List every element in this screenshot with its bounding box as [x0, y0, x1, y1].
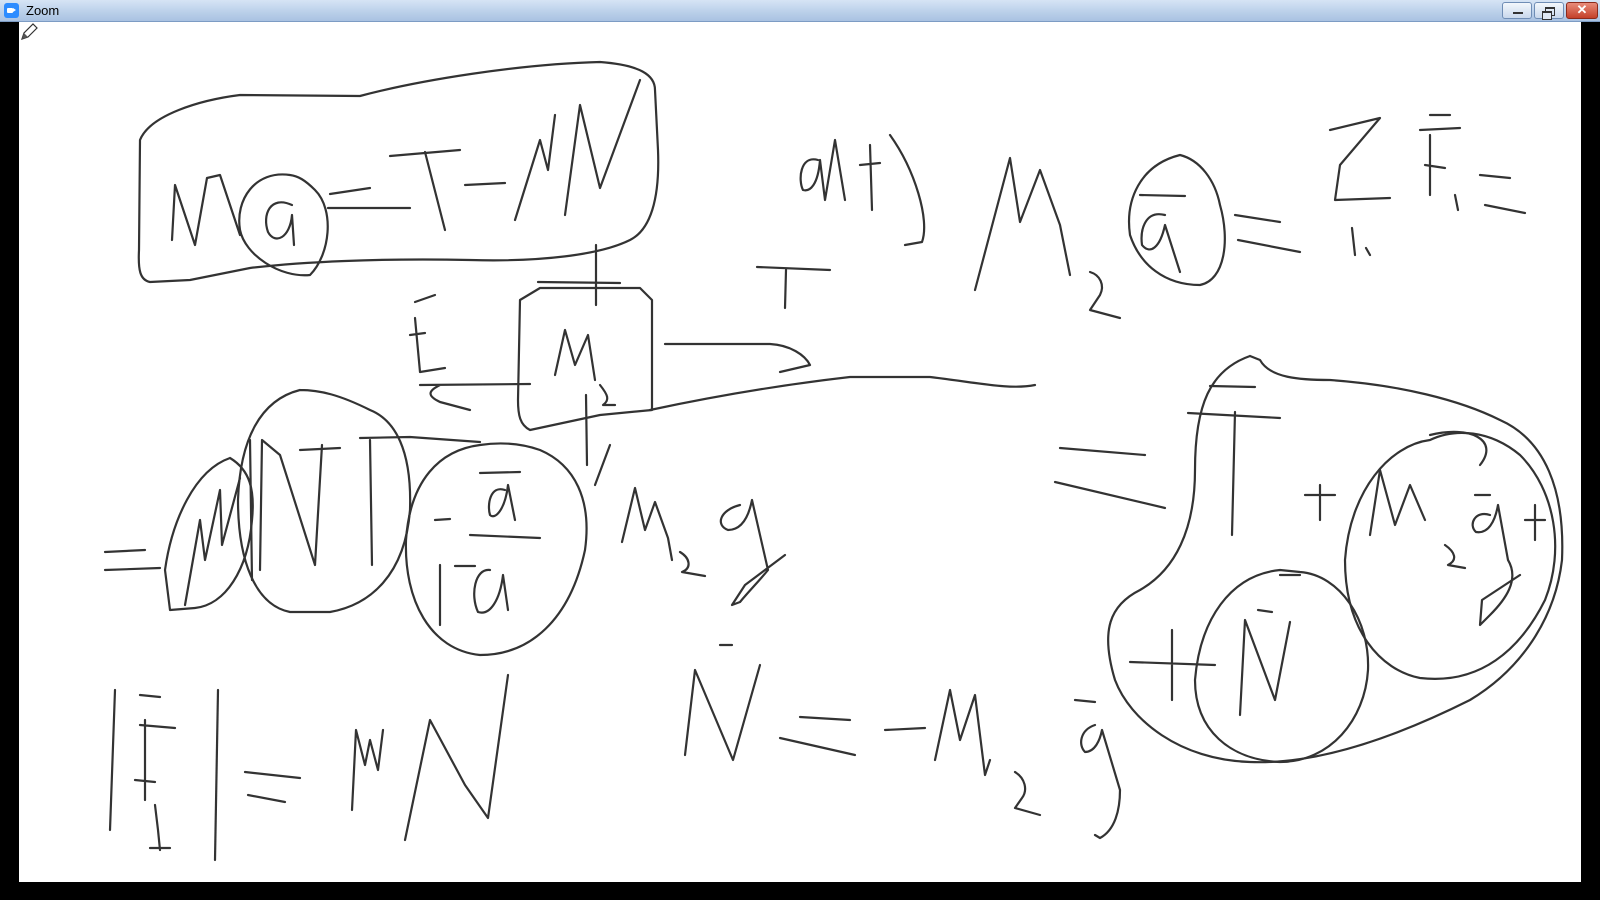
close-icon: ✕: [1576, 2, 1588, 17]
restore-button[interactable]: [1534, 2, 1564, 19]
stroke-N2: [260, 440, 340, 570]
stroke-frac-line: [435, 519, 540, 538]
stroke-M3-sub: [1015, 772, 1040, 815]
stroke-N4: [1240, 575, 1300, 715]
stroke-N2-circle: [238, 390, 410, 612]
stroke-N3: [685, 645, 760, 760]
stroke-M2g-circle: [1345, 433, 1555, 679]
stroke-sigma-sub: [1352, 228, 1370, 255]
stroke-sigma: [1330, 118, 1390, 200]
stroke-abs-bar2: [215, 690, 218, 860]
stroke-a1: [266, 202, 294, 245]
stroke-plus1: [1305, 485, 1335, 520]
stroke-box-top-eq: [139, 62, 658, 282]
stroke-minus5: [885, 728, 925, 730]
minimize-icon: [1513, 12, 1523, 14]
stroke-arrow-right: [665, 344, 810, 372]
handwriting-layer: [19, 22, 1581, 882]
stroke-M2g2: [1370, 470, 1520, 625]
stroke-m1: [172, 175, 240, 245]
stroke-block: [518, 288, 652, 430]
stroke-abs-F: [110, 690, 175, 850]
close-button[interactable]: [1566, 2, 1598, 19]
stroke-N1: [565, 80, 640, 215]
stroke-T2: [757, 267, 830, 308]
stroke-equals6: [1055, 448, 1165, 508]
stroke-M1-inblock: [555, 330, 595, 380]
restore-icon: [1545, 7, 1555, 16]
stroke-abs-a: [440, 565, 508, 625]
stroke-down: [586, 395, 610, 485]
title-bar: [0, 0, 1600, 22]
stroke-a-t: [801, 135, 925, 245]
stroke-equals2: [1235, 215, 1300, 252]
stroke-F: [1420, 115, 1460, 210]
minimize-button[interactable]: [1502, 2, 1532, 19]
stroke-equals3: [1480, 175, 1525, 213]
zoom-app-icon: [4, 3, 19, 18]
stroke-mu1: [515, 115, 555, 220]
stroke-big-circle: [1108, 356, 1562, 762]
stroke-T1: [390, 150, 460, 230]
stroke-M2g: [622, 488, 785, 605]
stroke-bar-above: [360, 437, 480, 442]
stroke-circle-a1: [239, 174, 327, 275]
stroke-mu2: [185, 478, 240, 605]
stroke-fk: [410, 295, 445, 372]
stroke-a3-circle: [406, 443, 587, 655]
pen-icon: [19, 22, 39, 42]
stroke-M3: [935, 690, 990, 775]
window-title: Zoom: [26, 3, 60, 18]
stroke-a2-bar: [1140, 195, 1185, 196]
stroke-rope: [650, 377, 1035, 410]
stroke-minus-left: [105, 550, 160, 570]
stroke-plus2: [1525, 505, 1545, 540]
window-bottom-edge: [0, 882, 1600, 900]
stroke-dash1: [330, 188, 370, 194]
stroke-M2-sub: [1090, 272, 1120, 318]
stroke-sub2: [600, 385, 615, 405]
stroke-g3: [1075, 700, 1120, 838]
stroke-minus1: [465, 183, 505, 185]
stroke-equals4: [245, 772, 300, 802]
whiteboard-canvas[interactable]: [19, 22, 1581, 882]
stroke-block-top: [538, 282, 620, 283]
stroke-arrow-left: [420, 384, 530, 410]
stroke-M2: [975, 158, 1070, 290]
stroke-equals5: [780, 717, 855, 755]
stroke-muN: [352, 675, 508, 840]
stroke-a3: [480, 472, 520, 520]
stroke-N2-bars: [250, 440, 372, 580]
